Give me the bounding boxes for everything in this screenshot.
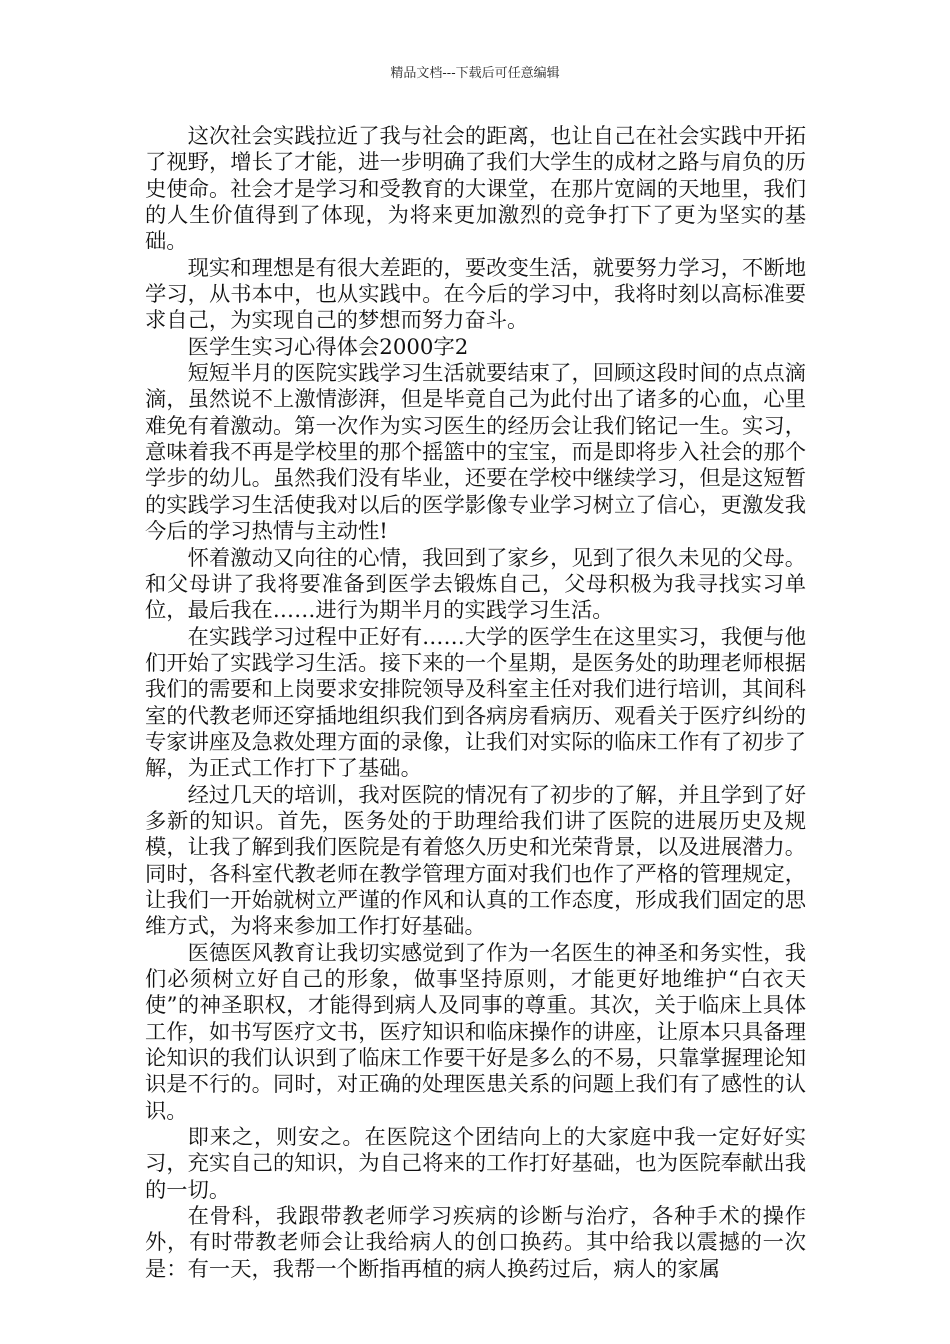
document-body [145,124,806,1283]
page-header: 精品文档---下载后可任意编辑 [390,66,560,81]
paragraph-9: 在骨科，我跟带教老师学习疾病的诊断与治疗，各种手术的操作外，有时带教老师会让我给病人的创口换药。其中给我以震撼的一次是：有一天，我帮一个断指再植的病人换药过后，病人的家属 [145,1204,806,1282]
paragraph-8: 即来之，则安之。在医院这个团结向上的大家庭中我一定好好实习，充实自己的知识，为自己将来的工作打好基础，也为医院奉献出我的一切。 [145,1125,806,1203]
paragraph-1: 这次社会实践拉近了我与社会的距离，也让自己在社会实践中开拓了视野，增长了才能，进一步明确了我们大学生的成材之路与肩负的历史使命。社会才是学习和受教育的大课堂，在那片宽阔的天地里，我们的人生价值得到了体现，为将来更加激烈的竞争打下了更为坚实的基础。 [145,124,806,255]
paragraph-6: 经过几天的培训，我对医院的情况有了初步的了解，并且学到了好多新的知识。首先，医务处的于助理给我们讲了医院的进展历史及规模，让我了解到我们医院是有着悠久历史和光荣背景，以及进展潜力。同时，各科室代教老师在教学管理方面对我们也作了严格的管理规定，让我们一开始就树立严谨的作风和认真的工作态度，形成我们固定的思维方式，为将来参加工作打好基础。 [145,782,806,940]
paragraph-2: 现实和理想是有很大差距的，要改变生活，就要努力学习，不断地学习，从书本中，也从实践中。在今后的学习中，我将时刻以高标准要求自己，为实现自己的梦想而努力奋斗。 [145,255,806,334]
section-heading: 医学生实习心得体会2000字2 [187,334,469,360]
paragraph-7: 医德医风教育让我切实感觉到了作为一名医生的神圣和务实性，我们必须树立好自己的形象，做事坚持原则，才能更好地维护“白衣天使”的神圣职权，才能得到病人及同事的尊重。其次，关于临床上具体工作，如书写医疗文书，医疗知识和临床操作的讲座，让原本只具备理论知识的我们认识到了临床工作要干好是多么的不易，只靠掌握理论知识是不行的。同时，对正确的处理医患关系的问题上我们有了感性的认识。 [145,940,806,1124]
paragraph-5: 在实践学习过程中正好有……大学的医学生在这里实习，我便与他们开始了实践学习生活。接下来的一个星期，是医务处的助理老师根据我们的需要和上岗要求安排院领导及科室主任对我们进行培训，其间科室的代教老师还穿插地组织我们到各病房看病历、观看关于医疗纠纷的专家讲座及急救处理方面的录像，让我们对实际的临床工作有了初步了解，为正式工作打下了基础。 [145,624,806,782]
paragraph-4: 怀着激动又向往的心情，我回到了家乡，见到了很久未见的父母。和父母讲了我将要准备到医学去锻炼自己，父母积极为我寻找实习单位，最后我在……进行为期半月的实践学习生活。 [145,545,806,624]
paragraph-3: 短短半月的医院实践学习生活就要结束了，回顾这段时间的点点滴滴，虽然说不上激情澎湃，但是毕竟自己为此付出了诸多的心血，心里难免有着激动。第一次作为实习医生的经历会让我们铭记一生。实习，意味着我不再是学校里的那个摇篮中的宝宝，而是即将步入社会的那个学步的幼儿。虽然我们没有毕业，还要在学校中继续学习，但是这短暂的实践学习生活使我对以后的医学影像专业学习树立了信心，更激发我今后的学习热情与主动性! [145,361,806,545]
